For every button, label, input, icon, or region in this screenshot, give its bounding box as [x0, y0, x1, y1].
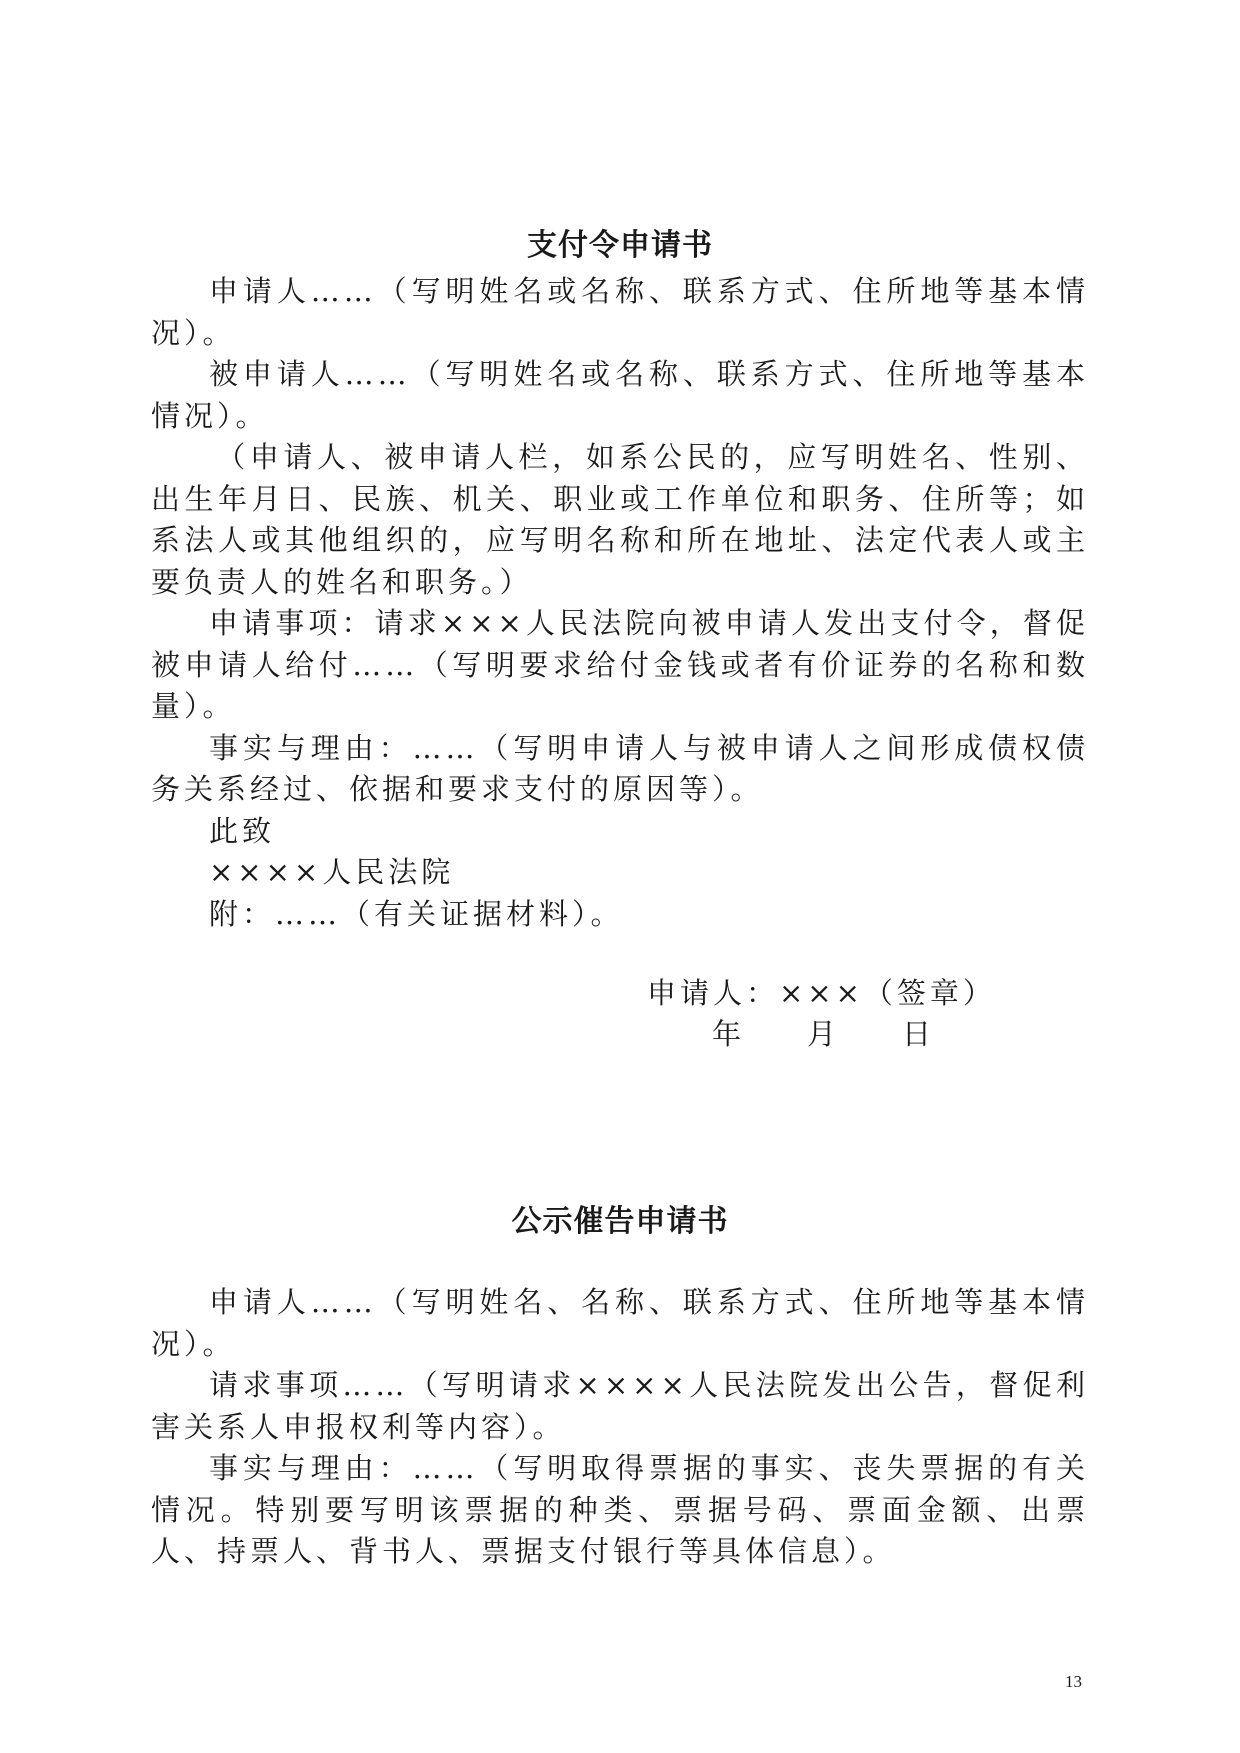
paragraph-respondent: 被申请人……（写明姓名或名称、联系方式、住所地等基本情况）。 [151, 357, 1089, 433]
paragraph-attachment: 附：……（有关证据材料）。 [209, 896, 624, 931]
payment-order-body [151, 271, 1089, 935]
paragraph-facts-reasons: 事实与理由：……（写明申请人与被申请人之间形成债权债务关系经过、依据和要求支付的原因等）。 [151, 730, 1089, 806]
date-line [712, 1014, 935, 1056]
public-notice-body [151, 1282, 1089, 1573]
date-month: 月 [807, 1017, 841, 1051]
paragraph-court-name: ××××人民法院 [209, 855, 455, 889]
paragraph-applicant: 申请人……（写明姓名或名称、联系方式、住所地等基本情况）。 [151, 274, 1089, 350]
paragraph-applicant: 申请人……（写明姓名、名称、联系方式、住所地等基本情况）。 [151, 1285, 1089, 1361]
paragraph-facts-reasons: 事实与理由：……（写明取得票据的事实、丧失票据的有关情况。特别要写明该票据的种类、票据号码、票面金额、出票人、持票人、背书人、票据支付银行等具体信息）。 [151, 1451, 1089, 1568]
page-number: 13 [1065, 1672, 1082, 1691]
paragraph-request-items: 请求事项……（写明请求××××人民法院发出公告，督促利害关系人申报权利等内容）。 [151, 1368, 1089, 1444]
signature-line: 申请人：×××（签章） [647, 976, 996, 1010]
document-title-payment-order: 支付令申请书 [527, 228, 713, 263]
paragraph-salutation: 此致 [209, 813, 276, 848]
date-day: 日 [902, 1017, 936, 1051]
date-year: 年 [712, 1017, 746, 1051]
paragraph-request-items: 申请事项：请求×××人民法院向被申请人发出支付令，督促被申请人给付……（写明要求给付金钱或者有价证券的名称和数量）。 [151, 606, 1089, 723]
paragraph-party-note: （申请人、被申请人栏，如系公民的，应写明姓名、性别、出生年月日、民族、机关、职业或工作单位和职务、住所等；如系法人或其他组织的，应写明名称和所在地址、法定代表人或主要负责人的姓名和职务。） [151, 440, 1089, 599]
document-title-public-notice: 公示催告申请书 [511, 1204, 729, 1239]
